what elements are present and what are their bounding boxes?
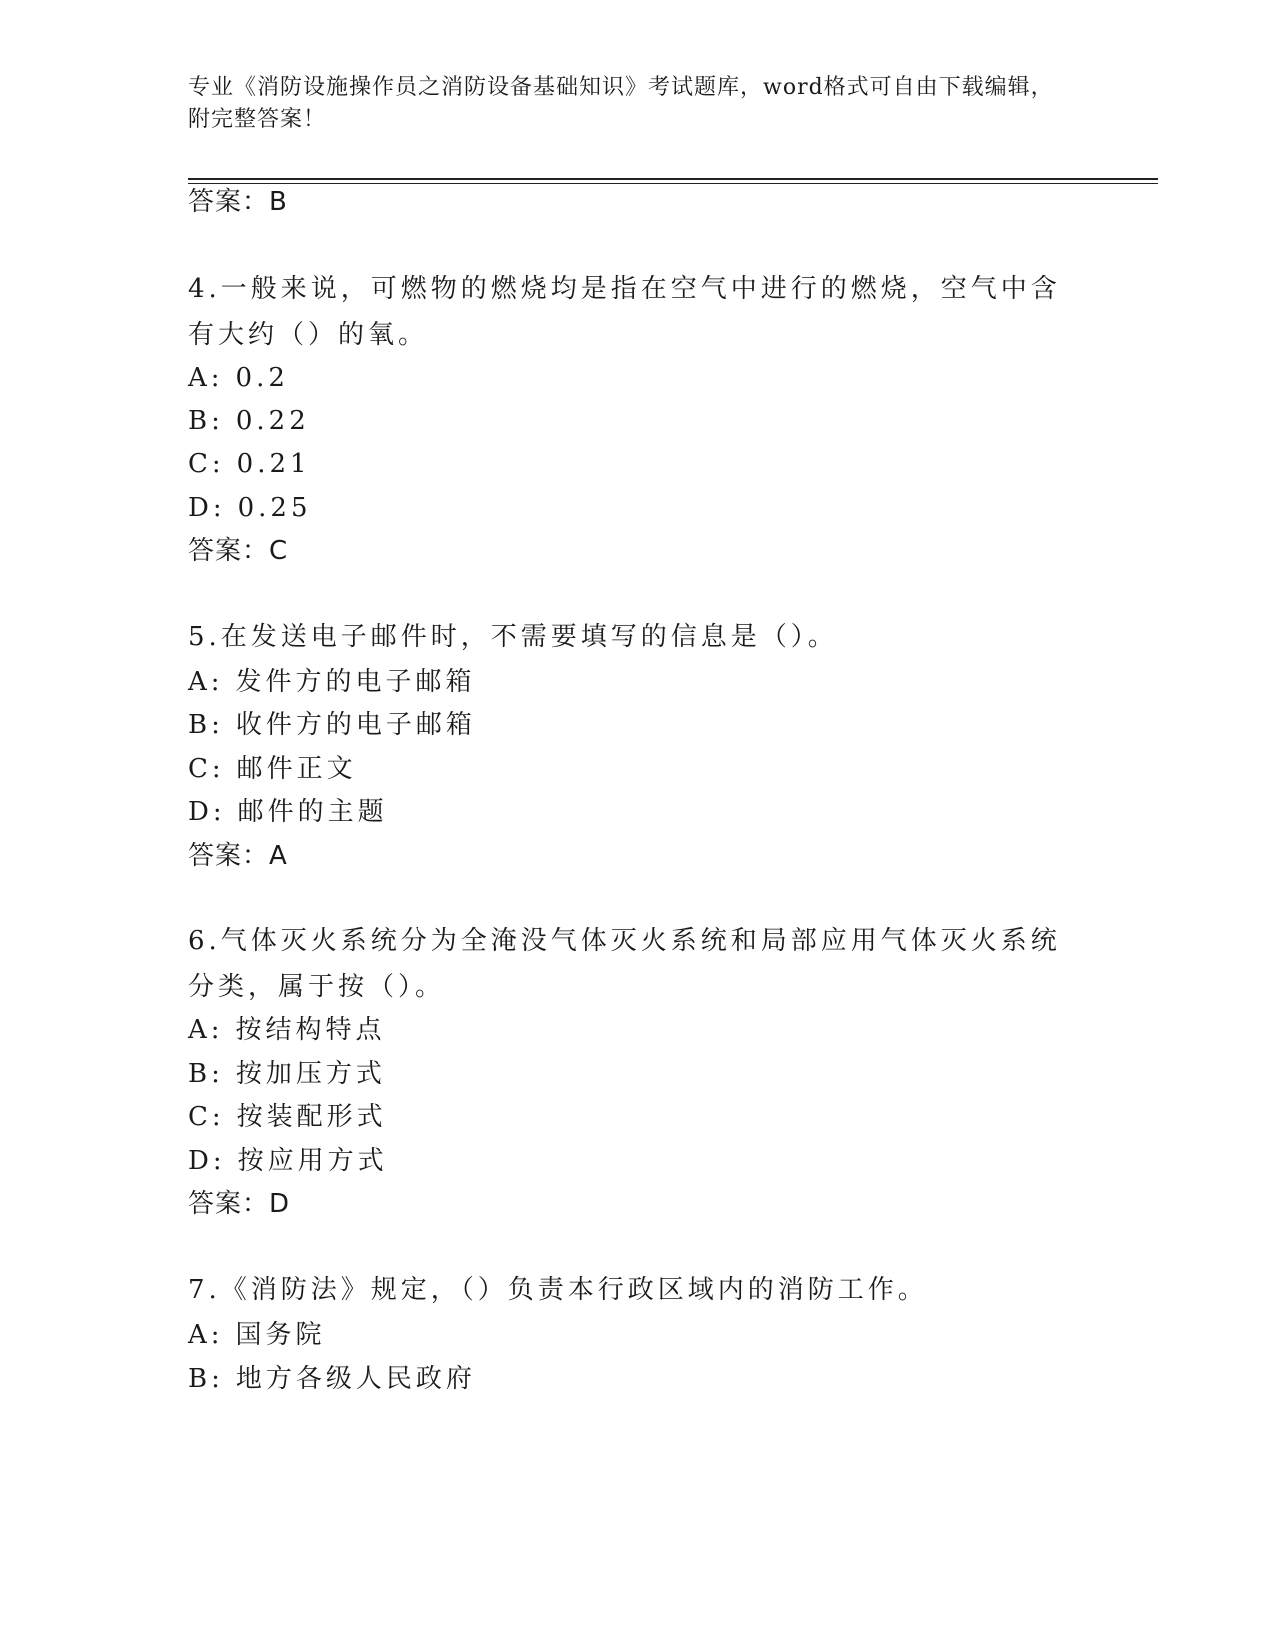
question-6-option-d — [188, 1145, 388, 1177]
answer-value: B — [269, 187, 288, 217]
option-text: 邮件正文 — [236, 754, 357, 784]
question-4-answer — [188, 535, 288, 567]
answer-prefix: 答案： — [188, 187, 270, 217]
question-5-option-b — [188, 709, 476, 741]
option-text: 发件方的电子邮箱 — [235, 667, 476, 697]
option-text: 邮件的主题 — [237, 797, 388, 827]
option-letter: C — [188, 449, 212, 479]
option-letter: D — [188, 1146, 213, 1176]
option-letter: B — [188, 1059, 212, 1089]
question-7-option-a — [188, 1319, 326, 1351]
question-4-option-a — [188, 362, 289, 394]
option-letter: C — [188, 754, 212, 784]
question-4-option-c — [188, 448, 311, 480]
document-header: 专业《消防设施操作员之消防设备基础知识》考试题库，word格式可自由下载编辑，附完整答案！ — [188, 75, 1054, 132]
option-text: 0.22 — [235, 406, 310, 436]
option-separator: : — [210, 1015, 224, 1045]
option-text: 收件方的电子邮箱 — [235, 710, 476, 740]
answer-prefix: 答案： — [188, 1189, 270, 1219]
option-letter: B — [188, 710, 212, 740]
option-letter: B — [188, 1364, 212, 1394]
answer-prefix: 答案： — [188, 841, 270, 871]
option-separator: : — [210, 667, 224, 697]
option-separator: : — [211, 754, 225, 784]
option-letter: D — [188, 493, 213, 523]
option-separator: : — [211, 710, 224, 740]
question-5-option-d — [188, 796, 388, 828]
question-5-option-c — [188, 753, 357, 785]
question-4-option-b — [188, 405, 310, 437]
question-5-text: 5.在发送电子邮件时，不需要填写的信息是（）。 — [188, 622, 838, 652]
question-4-option-d — [188, 492, 312, 524]
question-6-option-c — [188, 1101, 387, 1133]
option-text: 地方各级人民政府 — [235, 1364, 476, 1394]
answer-prefix: 答案： — [188, 536, 270, 566]
header-rule-thin — [188, 183, 1158, 184]
option-letter: A — [188, 363, 211, 393]
header-rule-thick — [188, 178, 1158, 180]
option-text: 按结构特点 — [235, 1015, 386, 1045]
option-text: 按应用方式 — [237, 1146, 388, 1176]
question-6-answer — [188, 1188, 290, 1220]
option-separator: : — [211, 1102, 225, 1132]
option-separator: : — [212, 797, 226, 827]
option-separator: : — [210, 363, 224, 393]
question-4-text: 4.一般来说，可燃物的燃烧均是指在空气中进行的燃烧，空气中含有大约（）的氧。 — [188, 274, 1061, 350]
option-text: 按装配形式 — [236, 1102, 387, 1132]
option-separator: : — [211, 1364, 224, 1394]
option-text: 0.2 — [235, 363, 289, 393]
question-7-text: 7.《消防法》规定，（）负责本行政区域内的消防工作。 — [188, 1275, 928, 1305]
answer-value: D — [269, 1189, 291, 1219]
option-text: 国务院 — [235, 1320, 326, 1350]
option-letter: D — [188, 797, 213, 827]
option-letter: A — [188, 1320, 211, 1350]
answer-line-prev — [188, 186, 288, 218]
option-separator: : — [210, 1320, 224, 1350]
option-letter: A — [188, 1015, 211, 1045]
option-separator: : — [211, 1059, 224, 1089]
option-text: 按加压方式 — [235, 1059, 386, 1089]
question-6-option-b — [188, 1058, 386, 1090]
question-6-option-a — [188, 1014, 386, 1046]
option-separator: : — [211, 406, 224, 436]
option-letter: C — [188, 1102, 212, 1132]
option-separator: : — [211, 449, 225, 479]
answer-value: C — [269, 536, 289, 566]
option-text: 0.21 — [236, 449, 311, 479]
question-5-answer — [188, 840, 288, 872]
option-separator: : — [212, 1146, 226, 1176]
option-separator: : — [212, 493, 226, 523]
answer-value: A — [269, 841, 288, 871]
question-5-option-a — [188, 666, 476, 698]
option-letter: A — [188, 667, 211, 697]
option-text: 0.25 — [237, 493, 312, 523]
option-letter: B — [188, 406, 212, 436]
question-6-text: 6.气体灭火系统分为全淹没气体灭火系统和局部应用气体灭火系统分类，属于按（）。 — [188, 926, 1061, 1002]
question-7-option-b — [188, 1363, 476, 1395]
